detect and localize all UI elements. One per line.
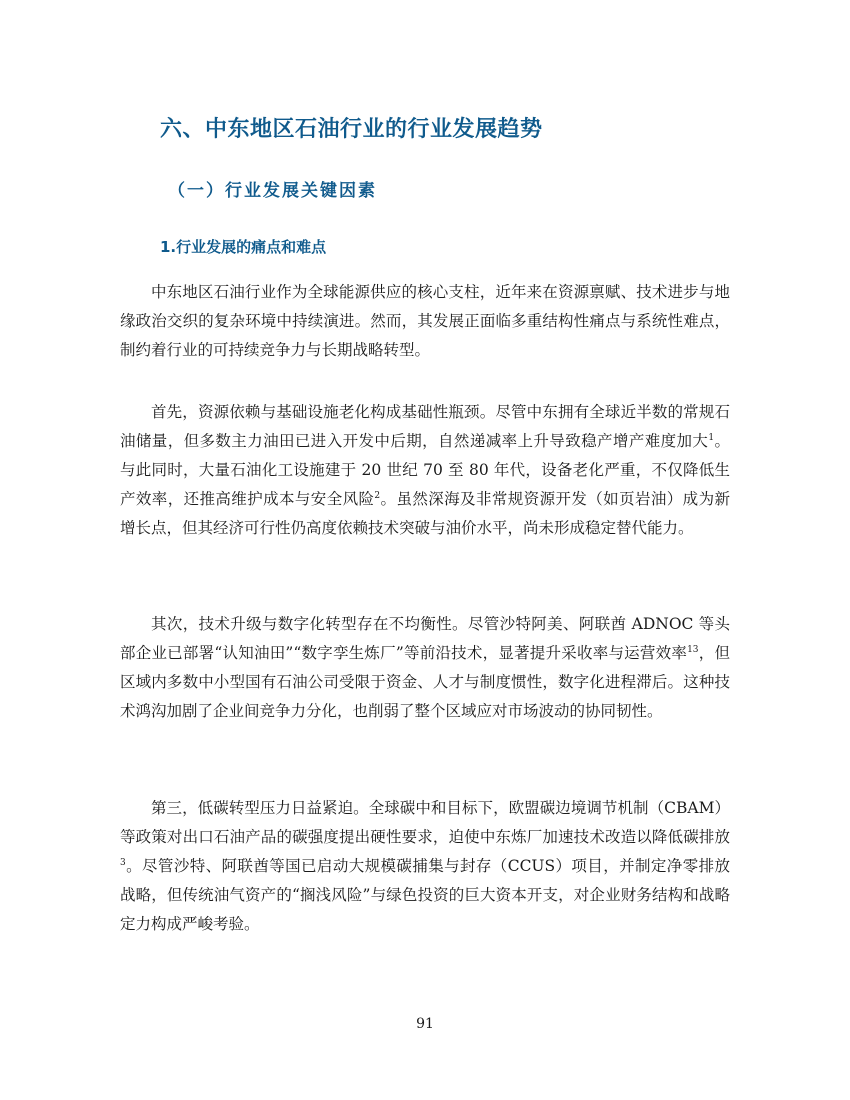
paragraph-text: 首先，资源依赖与基础设施老化构成基础性瓶颈。尽管中东拥有全球近半数的常规石油储量，但多数主力油田已进入开发中后期，自然递减率上升导致稳产增产难度加大 [120, 403, 730, 450]
paragraph-intro [120, 278, 730, 365]
paragraph-text: 。虽然深海及非常规资源开发（如页岩油）成为新增长点，但其经济可行性仍高度依赖技术突破与油价水平，尚未形成稳定替代能力。 [120, 490, 730, 537]
subsubsection-heading: 1.行业发展的痛点和难点 [160, 238, 327, 256]
footnote-ref[interactable]: 1 [708, 432, 715, 443]
paragraph-text: 第三，低碳转型压力日益紧迫。全球碳中和目标下，欧盟碳边境调节机制（CBAM）等政策对出口石油产品的碳强度提出硬性要求，迫使中东炼厂加速技术改造以降低碳排放 [120, 799, 730, 846]
paragraph-text: 其次，技术升级与数字化转型存在不均衡性。尽管沙特阿美、阿联酋 ADNOC 等头部企业已部署“认知油田”“数字孪生炼厂”等前沿技术，显著提升采收率与运营效率 [120, 615, 730, 662]
subsection-heading: （一）行业发展关键因素 [168, 181, 377, 201]
section-heading: 六、中东地区石油行业的行业发展趋势 [160, 117, 543, 142]
paragraph-third-point [120, 794, 730, 939]
footnote-ref[interactable]: 3 [120, 857, 126, 868]
paragraph-text: 。尽管沙特、阿联酋等国已启动大规模碳捕集与封存（CCUS）项目，并制定净零排放战略，但传统油气资产的“搁浅风险”与绿色投资的巨大资本开支，对企业财务结构和战略定力构成严峻考验。 [120, 857, 730, 933]
paragraph-text: 。与此同时，大量石油化工设施建于 20 世纪 70 至 80 年代，设备老化严重，不仅降低生产效率，还推高维护成本与安全风险 [120, 432, 730, 508]
paragraph-first-point [120, 398, 730, 543]
paragraph-text: 中东地区石油行业作为全球能源供应的核心支柱，近年来在资源禀赋、技术进步与地缘政治交织的复杂环境中持续演进。然而，其发展正面临多重结构性痛点与系统性难点，制约着行业的可持续竞争力与长期战略转型。 [120, 283, 730, 359]
footnote-ref[interactable]: 2 [374, 490, 381, 501]
paragraph-text: ，但区域内多数中小型国有石油公司受限于资金、人才与制度惯性，数字化进程滞后。这种技术鸿沟加剧了企业间竞争力分化，也削弱了整个区域应对市场波动的协同韧性。 [120, 644, 730, 720]
footnote-ref[interactable]: 13 [687, 644, 699, 655]
page-number: 91 [416, 1016, 434, 1032]
paragraph-second-point [120, 610, 730, 726]
